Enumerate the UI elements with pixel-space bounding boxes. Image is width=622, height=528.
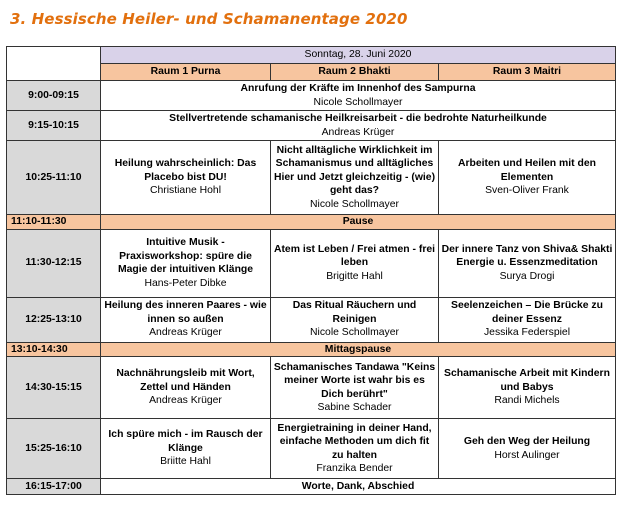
room-header: Raum 1 Purna bbox=[101, 64, 271, 81]
session-cell bbox=[439, 357, 616, 419]
session-cell bbox=[271, 229, 439, 297]
session-speaker: Nicole Schollmayer bbox=[310, 327, 399, 339]
corner-cell bbox=[7, 47, 101, 81]
session-title: Arbeiten und Heilen mit den Elementen bbox=[458, 158, 596, 183]
schedule-row bbox=[7, 357, 616, 419]
session-title: Energietraining in deiner Hand, einfache Methoden um dich fit zu halten bbox=[277, 422, 432, 461]
schedule-table bbox=[6, 46, 616, 495]
session-speaker: Andreas Krüger bbox=[149, 327, 222, 339]
break-cell: Pause bbox=[101, 215, 616, 230]
time-slot: 9:15-10:15 bbox=[7, 111, 101, 141]
session-title: Das Ritual Räuchern und Reinigen bbox=[292, 300, 417, 325]
time-slot: 13:10-14:30 bbox=[7, 342, 101, 357]
schedule-row bbox=[7, 479, 616, 495]
session-title: Heilung wahrscheinlich: Das Placebo bist DU! bbox=[114, 158, 257, 183]
session-title: Stellvertretende schamanische Heilkreisarbeit - die bedrohte Naturheilkunde bbox=[169, 113, 547, 124]
session-cell bbox=[439, 419, 616, 479]
session-cell bbox=[101, 479, 616, 495]
break-cell: Mittagspause bbox=[101, 342, 616, 357]
schedule-row bbox=[7, 297, 616, 342]
session-title: Nicht alltägliche Wirklichkeit im Schamanismus und alltägliches Hier und Jetzt gleichzeitig - (wie) geht das? bbox=[273, 144, 436, 197]
schedule-row bbox=[7, 215, 616, 230]
time-slot: 11:10-11:30 bbox=[7, 215, 101, 230]
session-title: Seelenzeichen – Die Brücke zu deiner Essenz bbox=[451, 300, 603, 325]
session-cell bbox=[271, 357, 439, 419]
schedule-row bbox=[7, 81, 616, 111]
session-cell bbox=[101, 81, 616, 111]
session-speaker: Nicole Schollmayer bbox=[310, 198, 399, 210]
page-title: 3. Hessische Heiler- und Schamanentage 2020 bbox=[10, 10, 408, 28]
session-title: Schamanisches Tandawa "Keins meiner Worte ist wahr bis es Dich berührt" bbox=[273, 361, 436, 400]
session-speaker: Surya Drogi bbox=[499, 270, 555, 282]
session-cell bbox=[271, 141, 439, 215]
session-speaker: Randi Michels bbox=[494, 395, 560, 407]
session-title: Anrufung der Kräfte im Innenhof des Sampurna bbox=[240, 83, 476, 94]
session-speaker: Christiane Hohl bbox=[149, 185, 222, 197]
session-title: Atem ist Leben / Frei atmen - frei leben bbox=[273, 243, 436, 269]
session-speaker: Andreas Krüger bbox=[321, 126, 395, 138]
session-speaker: Andreas Krüger bbox=[149, 395, 222, 407]
session-cell bbox=[101, 141, 271, 215]
session-title: Geh den Weg der Heilung bbox=[463, 436, 591, 447]
schedule-row bbox=[7, 419, 616, 479]
schedule-row bbox=[7, 111, 616, 141]
session-cell bbox=[271, 419, 439, 479]
session-speaker: Nicole Schollmayer bbox=[313, 96, 403, 108]
session-speaker: Briitte Hahl bbox=[160, 456, 211, 468]
session-cell bbox=[101, 297, 271, 342]
time-slot: 12:25-13:10 bbox=[7, 297, 101, 342]
time-slot: 9:00-09:15 bbox=[7, 81, 101, 111]
session-speaker: Sabine Schader bbox=[317, 402, 392, 413]
room-header: Raum 2 Bhakti bbox=[271, 64, 439, 81]
session-cell bbox=[101, 111, 616, 141]
date-header: Sonntag, 28. Juni 2020 bbox=[101, 47, 616, 64]
time-slot: 11:30-12:15 bbox=[7, 229, 101, 297]
schedule-row bbox=[7, 229, 616, 297]
schedule-row bbox=[7, 342, 616, 357]
time-slot: 10:25-11:10 bbox=[7, 141, 101, 215]
time-slot: 14:30-15:15 bbox=[7, 357, 101, 419]
schedule-row bbox=[7, 141, 616, 215]
session-cell bbox=[439, 229, 616, 297]
session-cell bbox=[101, 419, 271, 479]
session-cell bbox=[439, 141, 616, 215]
time-slot: 15:25-16:10 bbox=[7, 419, 101, 479]
room-header: Raum 3 Maitri bbox=[439, 64, 616, 81]
session-title: Ich spüre mich - im Rausch der Klänge bbox=[108, 429, 263, 454]
session-title: Der innere Tanz von Shiva& Shakti Energie u. Essenzmeditation bbox=[441, 243, 613, 269]
session-speaker: Hans-Peter Dibke bbox=[144, 277, 227, 289]
session-speaker: Horst Aulinger bbox=[494, 449, 560, 461]
session-title: Schamanische Arbeit mit Kindern und Babys bbox=[444, 368, 610, 393]
session-title: Heilung des inneren Paares - wie innen so außen bbox=[104, 300, 267, 325]
session-title: Intuitive Musik - Praxisworkshop: spüre die Magie der intuitiven Klänge bbox=[117, 237, 254, 275]
session-title: Worte, Dank, Abschied bbox=[301, 480, 415, 492]
session-title: Nachnährungsleib mit Wort, Zettel und Händen bbox=[116, 368, 255, 393]
session-cell bbox=[101, 357, 271, 419]
session-speaker: Brigitte Hahl bbox=[326, 270, 383, 282]
session-speaker: Franzika Bender bbox=[316, 463, 393, 474]
session-speaker: Jessika Federspiel bbox=[483, 327, 571, 339]
time-slot: 16:15-17:00 bbox=[7, 479, 101, 495]
session-cell bbox=[271, 297, 439, 342]
session-cell bbox=[439, 297, 616, 342]
session-cell bbox=[101, 229, 271, 297]
session-speaker: Sven-Oliver Frank bbox=[485, 185, 569, 197]
